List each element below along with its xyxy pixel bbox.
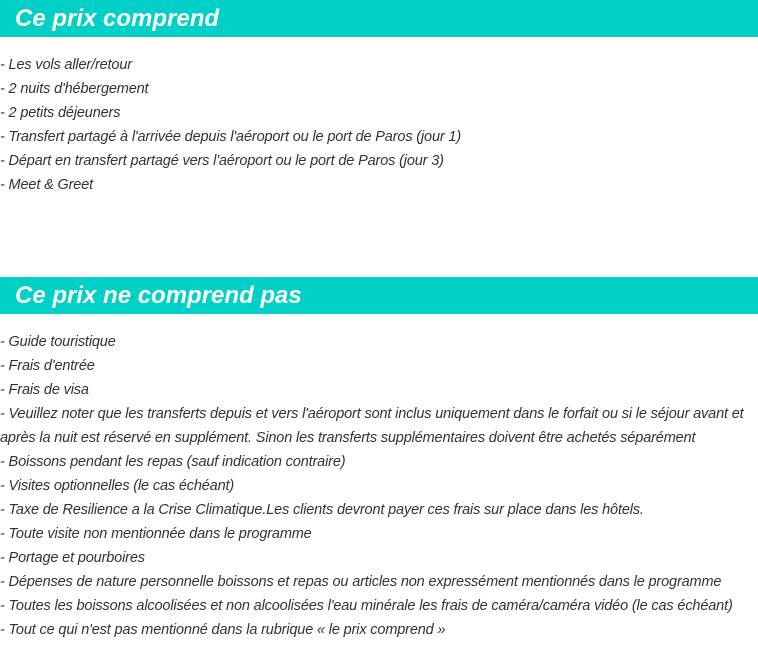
list-item: - Visites optionnelles (le cas échéant) (0, 478, 235, 494)
list-item: - Les vols aller/retour (0, 57, 132, 73)
list-item: - Veuillez noter que les transferts depuis et vers l'aéroport sont inclus uniquement dans le forfait ou si le séjour avant et après la nuit est réservé en supplément. Sinon les transferts supplémentaires doivent être achetés séparément (0, 406, 744, 446)
list-item: - 2 nuits d'hébergement (0, 81, 149, 97)
list-item: - 2 petits déjeuners (0, 105, 121, 121)
excludes-section (0, 277, 758, 642)
list-item: - Boissons pendant les repas (sauf indication contraire) (0, 454, 346, 470)
list-item: - Transfert partagé à l'arrivée depuis l'aéroport ou le port de Paros (jour 1) (0, 129, 462, 145)
includes-section (0, 0, 758, 197)
list-item: - Toute visite non mentionnée dans le programme (0, 526, 312, 542)
list-item: - Tout ce qui n'est pas mentionné dans la rubrique « le prix comprend » (0, 622, 446, 638)
list-item: - Toutes les boissons alcoolisées et non alcoolisées l'eau minérale les frais de caméra/caméra vidéo (le cas échéant) (0, 598, 733, 614)
excludes-title: Ce prix ne comprend pas (0, 277, 758, 314)
list-item: - Guide touristique (0, 334, 116, 350)
list-item: - Frais d'entrée (0, 358, 95, 374)
list-item: - Dépenses de nature personnelle boissons et repas ou articles non expressément mentionnés dans le programme (0, 574, 722, 590)
list-item: - Frais de visa (0, 382, 89, 398)
list-item: - Taxe de Resilience a la Crise Climatique.Les clients devront payer ces frais sur place dans les hôtels. (0, 502, 644, 518)
includes-list (0, 37, 758, 197)
list-item: - Meet & Greet (0, 177, 93, 193)
list-item: - Portage et pourboires (0, 550, 145, 566)
excludes-list (0, 314, 758, 642)
includes-title: Ce prix comprend (0, 0, 758, 37)
list-item: - Départ en transfert partagé vers l'aéroport ou le port de Paros (jour 3) (0, 153, 444, 169)
